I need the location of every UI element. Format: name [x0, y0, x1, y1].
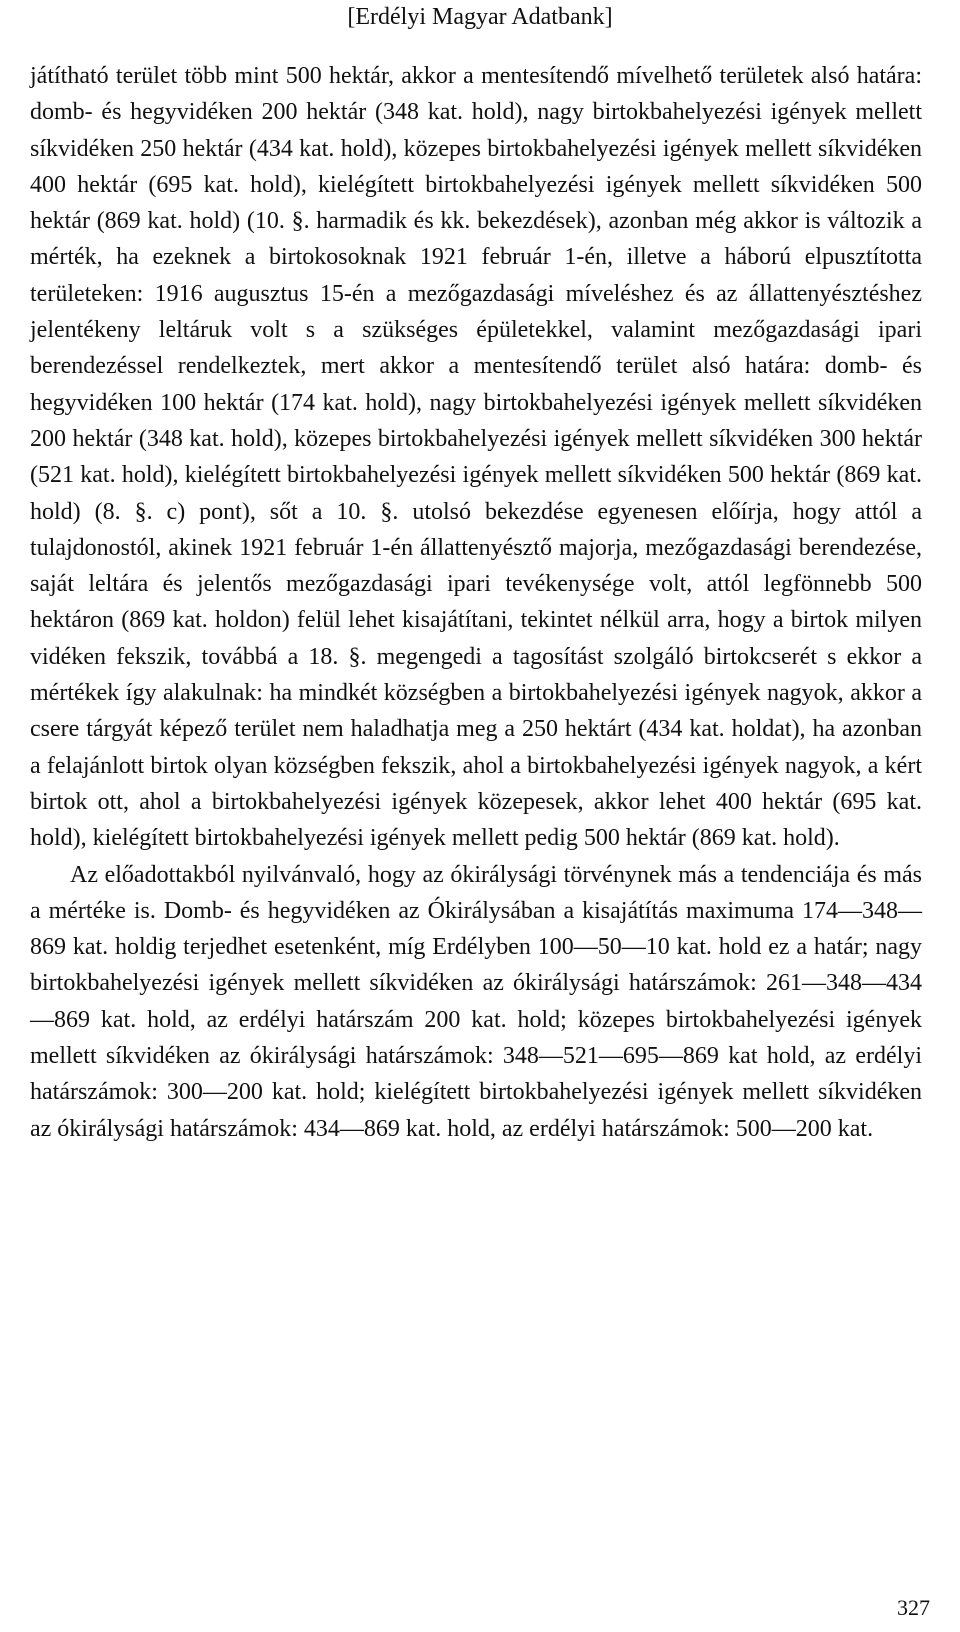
paragraph-2: Az előadottakból nyilvánvaló, hogy az ókirálysági törvénynek más a tendenciája és más a mértéke is. Domb- és hegyvidéken az Ókirálysában a kisajátítás maximuma 174—348—869 kat. holdig terjedhet esetenként, míg Erdélyben 100—50—10 kat. hold ez a határ; nagy birtokbahelyezési igények mellett síkvidéken az ókirálysági határszámok: 261—348—434—869 kat. hold, az erdélyi határszám 200 kat. hold; közepes birtokbahelyezési igények mellett síkvidéken az ókirálysági határszámok: 348—521—695—869 kat hold, az erdélyi határszámok: 300—200 kat. hold; kielégített birtokbahelyezési igények mellett síkvidéken az ókirálysági határszámok: 434—869 kat. hold, az erdélyi határszámok: 500—200 kat.: [30, 861, 922, 1142]
page-number: 327: [897, 1595, 930, 1620]
body-text: [30, 58, 922, 1147]
paragraph-1: játítható terület több mint 500 hektár, akkor a mentesítendő mívelhető területek alsó határa: domb- és hegyvidéken 200 hektár (348 kat. hold), nagy birtokbahelyezési igények mellett síkvidéken 250 hektár (434 kat. hold), közepes birtokbahelyezési igények mellett síkvidéken 400 hektár (695 kat. hold), kielégített birtokbahelyezési igények mellett síkvidéken 500 hektár (869 kat. hold) (10. §. harmadik és kk. bekezdések), azonban még akkor is változik a mérték, ha ezeknek a birtokosoknak 1921 február 1-én, illetve a háború elpusztította területeken: 1916 augusztus 15-én a mezőgazdasági míveléshez és az állattenyésztéshez jelentékeny leltáruk volt s a szükséges épületekkel, valamint mezőgazdasági ipari berendezéssel rendelkeztek, mert akkor a mentesítendő terület alsó határa: domb- és hegyvidéken 100 hektár (174 kat. hold), nagy birtokbahelyezési igények mellett síkvidéken 200 hektár (348 kat. hold), közepes birtokbahelyezési igények mellett síkvidéken 300 hektár (521 kat. hold), kielégített birtokbahelyezési igények mellett síkvidéken 500 hektár (869 kat. hold) (8. §. c) pont), sőt a 10. §. utolsó bekezdése egyenesen előírja, hogy attól a tulajdonostól, akinek 1921 február 1-én állattenyésztő majorja, mezőgazdasági berendezése, saját leltára és jelentős mezőgazdasági ipari tevékenysége volt, attól legfönnebb 500 hektáron (869 kat. holdon) felül lehet kisajátítani, tekintet nélkül arra, hogy a birtok milyen vidéken fekszik, továbbá a 18. §. megengedi a tagosítást szolgáló birtokcserét s ekkor a mértékek így alakulnak: ha mindkét községben a birtokbahelyezési igények nagyok, akkor a csere tárgyát képező terület nem haladhatja meg a 250 hektárt (434 kat. holdat), ha azonban a felajánlott birtok olyan községben fekszik, ahol a birtokbahelyezési igények nagyok, a kért birtok ott, ahol a birtokbahelyezési igények közepesek, akkor lehet 400 hektár (695 kat. hold), kielégített birtokbahelyezési igények mellett pedig 500 hektár (869 kat. hold).: [30, 63, 922, 852]
page-header: [Erdélyi Magyar Adatbank]: [347, 4, 613, 30]
